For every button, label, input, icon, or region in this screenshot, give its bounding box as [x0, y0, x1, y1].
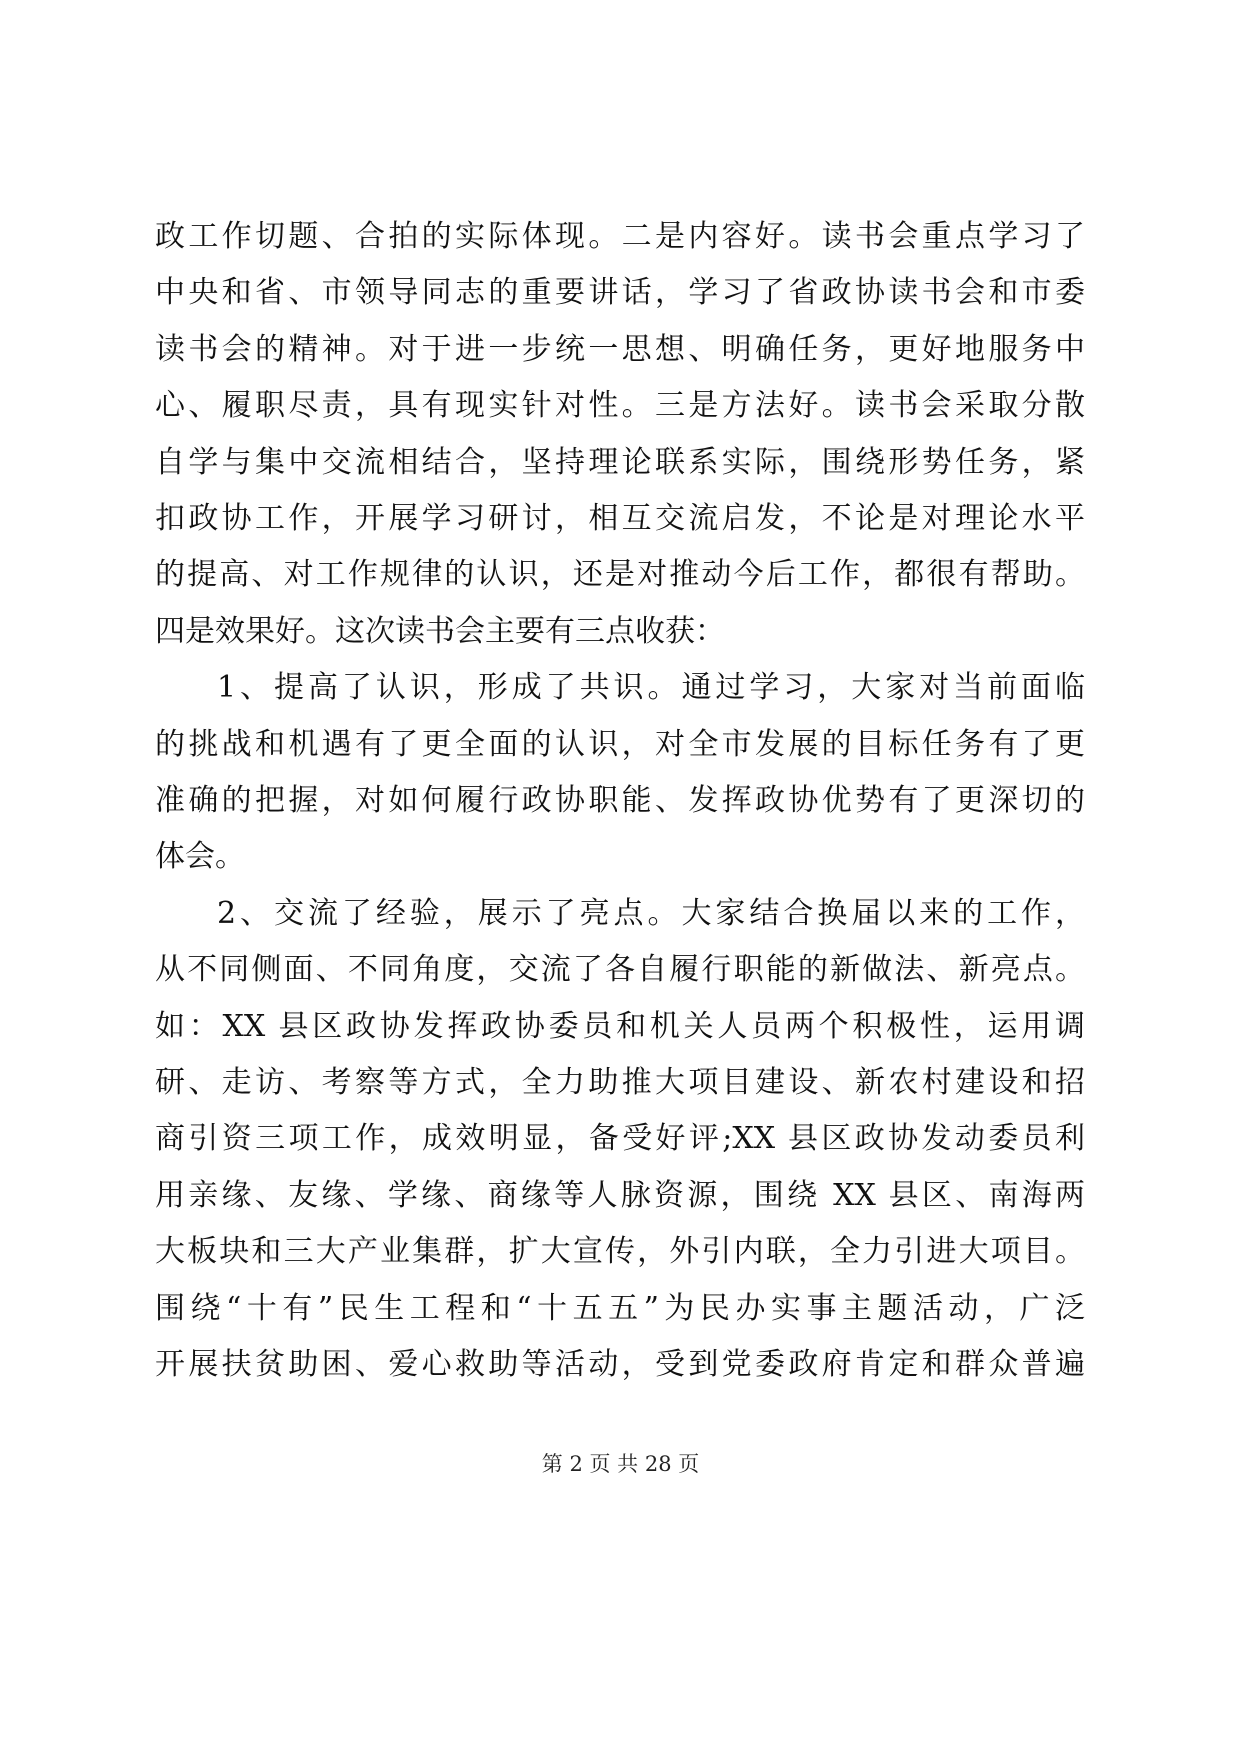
page-footer: 第 2 页 共 28 页 [541, 1452, 700, 1476]
text-line: 自学与集中交流相结合，坚持理论联系实际，围绕形势任务，紧 [155, 444, 1085, 480]
text-line: 大板块和三大产业集群，扩大宣传，外引内联，全力引进大项目。 [155, 1234, 1085, 1270]
text-line: 准确的把握，对如何履行政协职能、发挥政协优势有了更深切的 [155, 783, 1085, 818]
text-line: 中央和省、市领导同志的重要讲话，学习了省政协读书会和市委 [155, 275, 1085, 311]
text-line: 研、走访、考察等方式，全力助推大项目建设、新农村建设和招 [155, 1065, 1085, 1100]
text-line: 围绕“十有”民生工程和“十五五”为民办实事主题活动，广泛 [155, 1290, 1085, 1326]
text-line: 的提高、对工作规律的认识，还是对推动今后工作，都很有帮助。 [155, 557, 1085, 593]
text-line: 政工作切题、合拍的实际体现。二是内容好。读书会重点学习了 [155, 219, 1085, 254]
text-line: 2、交流了经验，展示了亮点。大家结合换届以来的工作， [217, 895, 1085, 931]
text-line: 从不同侧面、不同角度，交流了各自履行职能的新做法、新亮点。 [155, 952, 1085, 988]
text-line: 的挑战和机遇有了更全面的认识，对全市发展的目标任务有了更 [155, 726, 1085, 762]
text-line: 心、履职尽责，具有现实针对性。三是方法好。读书会采取分散 [155, 388, 1085, 424]
text-line: 扣政协工作，开展学习研讨，相互交流启发，不论是对理论水平 [155, 501, 1085, 536]
text-line: 用亲缘、友缘、学缘、商缘等人脉资源，围绕 XX 县区、南海两 [155, 1177, 1085, 1213]
text-line: 读书会的精神。对于进一步统一思想、明确任务，更好地服务中 [155, 331, 1085, 367]
text-line: 1、提高了认识，形成了共识。通过学习，大家对当前面临 [217, 670, 1085, 706]
text-line: 四是效果好。这次读书会主要有三点收获： [155, 613, 725, 649]
text-line: 如：XX 县区政协发挥政协委员和机关人员两个积极性，运用调 [155, 1008, 1085, 1044]
text-line: 体会。 [155, 839, 245, 875]
text-line: 开展扶贫助困、爱心救助等活动，受到党委政府肯定和群众普遍 [155, 1347, 1085, 1382]
text-line: 商引资三项工作，成效明显，备受好评;XX 县区政协发动委员利 [155, 1121, 1085, 1157]
